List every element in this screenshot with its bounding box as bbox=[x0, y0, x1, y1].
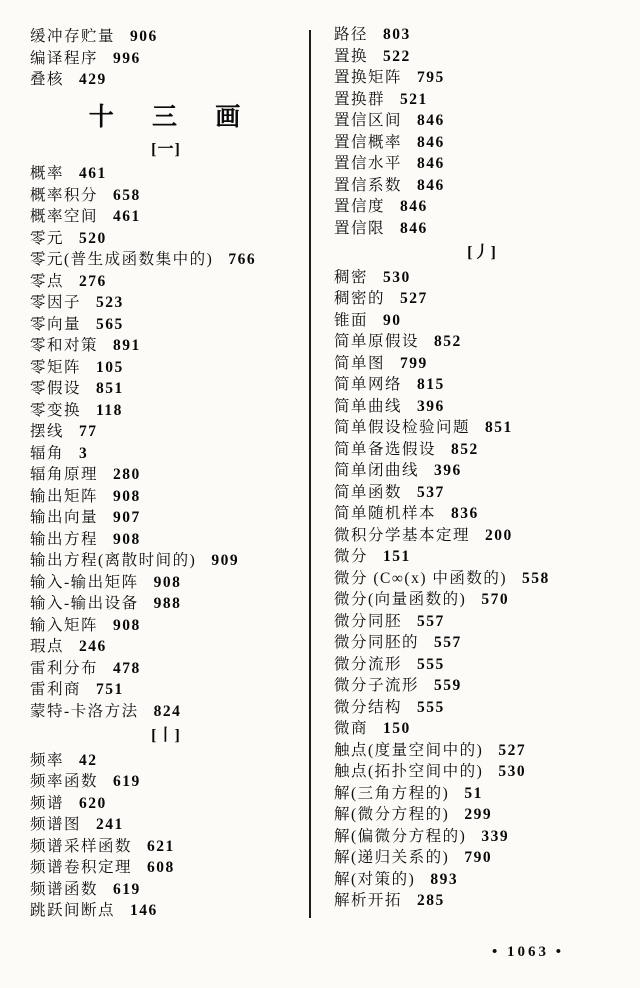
section-header: 十 三 画 bbox=[88, 103, 244, 131]
index-entry bbox=[30, 421, 302, 443]
entry-term: 频谱卷积定理 bbox=[30, 859, 133, 876]
entry-term: 频谱图 bbox=[30, 816, 82, 833]
entry-page-number: 790 bbox=[464, 849, 493, 866]
index-entry bbox=[30, 879, 302, 901]
index-entry bbox=[334, 67, 630, 89]
index-entry bbox=[30, 400, 302, 422]
entry-page-number: 77 bbox=[79, 423, 98, 440]
index-entry bbox=[334, 439, 630, 461]
index-entry bbox=[334, 632, 630, 654]
entry-page-number: 276 bbox=[79, 272, 107, 290]
entry-term: 雷利商 bbox=[30, 681, 82, 698]
entry-page-number: 339 bbox=[481, 827, 510, 845]
index-entry bbox=[334, 153, 630, 175]
entry-term: 微分结构 bbox=[334, 698, 403, 716]
index-entry bbox=[30, 163, 302, 185]
entry-term: 稠密的 bbox=[334, 290, 386, 307]
entry-term: 零元(普生成函数集中的) bbox=[30, 251, 214, 268]
index-entry bbox=[30, 26, 302, 48]
entry-page-number: 619 bbox=[113, 773, 141, 790]
entry-term: 输入矩阵 bbox=[30, 616, 99, 634]
entry-term: 解(三角方程的) bbox=[334, 784, 450, 802]
entry-term: 置信概率 bbox=[334, 133, 403, 151]
entry-page-number: 146 bbox=[130, 902, 158, 919]
index-entry bbox=[334, 525, 630, 547]
subsection-header: [丨] bbox=[151, 727, 181, 744]
entry-page-number: 893 bbox=[430, 870, 459, 888]
entry-term: 置信度 bbox=[334, 198, 386, 215]
entry-page-number: 795 bbox=[417, 69, 445, 86]
entry-term: 微分 bbox=[334, 548, 369, 565]
index-entry bbox=[334, 589, 630, 611]
entry-page-number: 461 bbox=[113, 208, 141, 225]
entry-page-number: 150 bbox=[383, 720, 411, 737]
index-entry bbox=[30, 615, 302, 637]
index-entry bbox=[334, 654, 630, 676]
entry-term: 解(递归关系的) bbox=[334, 849, 450, 866]
entry-term: 蒙特-卡洛方法 bbox=[30, 702, 139, 720]
entry-term: 频率函数 bbox=[30, 773, 99, 790]
entry-page-number: 836 bbox=[451, 505, 479, 522]
index-entry bbox=[30, 550, 302, 572]
subsection-header: [丿] bbox=[467, 244, 497, 261]
index-entry bbox=[334, 783, 630, 805]
entry-page-number: 846 bbox=[417, 133, 445, 151]
entry-term: 雷利分布 bbox=[30, 659, 99, 677]
index-entry bbox=[30, 701, 302, 723]
index-entry bbox=[334, 46, 630, 68]
index-entry bbox=[30, 814, 302, 836]
index-entry bbox=[334, 196, 630, 218]
entry-page-number: 522 bbox=[383, 47, 411, 65]
entry-page-number: 527 bbox=[400, 290, 428, 307]
index-entry bbox=[334, 24, 630, 46]
index-entry bbox=[334, 110, 630, 132]
index-entry bbox=[334, 482, 630, 504]
entry-term: 概率 bbox=[30, 165, 65, 182]
entry-page-number: 846 bbox=[417, 155, 445, 172]
entry-page-number: 530 bbox=[498, 763, 527, 780]
index-entry bbox=[30, 793, 302, 815]
index-entry bbox=[30, 48, 302, 70]
index-entry bbox=[334, 761, 630, 783]
entry-page-number: 906 bbox=[130, 28, 158, 45]
entry-term: 路径 bbox=[334, 26, 369, 43]
entry-term: 简单闭曲线 bbox=[334, 462, 420, 479]
subsection-header: [一] bbox=[151, 140, 181, 158]
index-entry bbox=[30, 593, 302, 615]
index-entry bbox=[334, 310, 630, 332]
entry-page-number: 908 bbox=[113, 487, 141, 505]
entry-term: 稠密 bbox=[334, 268, 369, 286]
entry-page-number: 803 bbox=[383, 26, 411, 43]
index-entry bbox=[30, 335, 302, 357]
entry-term: 输出方程 bbox=[30, 530, 99, 548]
index-entry bbox=[334, 132, 630, 154]
entry-term: 输入-输出矩阵 bbox=[30, 573, 139, 591]
index-entry bbox=[30, 271, 302, 293]
index-entry bbox=[30, 486, 302, 508]
entry-page-number: 3 bbox=[79, 444, 89, 462]
entry-page-number: 280 bbox=[113, 466, 141, 483]
entry-term: 置换矩阵 bbox=[334, 69, 403, 86]
index-entry bbox=[334, 568, 630, 590]
entry-term: 叠核 bbox=[30, 71, 65, 88]
entry-page-number: 851 bbox=[485, 419, 513, 436]
entry-term: 微商 bbox=[334, 720, 369, 737]
index-entry bbox=[334, 417, 630, 439]
entry-page-number: 658 bbox=[113, 186, 141, 204]
left-column bbox=[30, 26, 302, 922]
entry-page-number: 461 bbox=[79, 165, 107, 182]
entry-term: 输出方程(离散时间的) bbox=[30, 552, 197, 569]
index-entry bbox=[30, 507, 302, 529]
index-entry bbox=[334, 353, 630, 375]
entry-page-number: 619 bbox=[113, 880, 141, 898]
entry-page-number: 537 bbox=[417, 483, 445, 501]
entry-term: 概率积分 bbox=[30, 186, 99, 204]
entry-term: 置信系数 bbox=[334, 176, 403, 194]
entry-page-number: 608 bbox=[147, 859, 175, 876]
entry-page-number: 908 bbox=[113, 530, 141, 548]
entry-page-number: 824 bbox=[153, 702, 182, 720]
entry-page-number: 557 bbox=[417, 612, 445, 630]
entry-term: 置信水平 bbox=[334, 155, 403, 172]
entry-term: 输入-输出设备 bbox=[30, 595, 139, 612]
entry-term: 频谱 bbox=[30, 794, 65, 812]
entry-page-number: 241 bbox=[96, 816, 124, 833]
entry-page-number: 891 bbox=[113, 337, 141, 354]
entry-term: 解(微分方程的) bbox=[334, 806, 450, 823]
index-entry bbox=[334, 374, 630, 396]
index-entry bbox=[334, 847, 630, 869]
entry-page-number: 530 bbox=[383, 268, 411, 286]
entry-page-number: 908 bbox=[153, 573, 182, 591]
entry-term: 零假设 bbox=[30, 380, 82, 397]
entry-term: 微分 (C∞(x) 中函数的) bbox=[334, 569, 508, 587]
index-entry bbox=[30, 857, 302, 879]
entry-term: 零因子 bbox=[30, 294, 82, 311]
index-entry bbox=[334, 675, 630, 697]
entry-page-number: 90 bbox=[383, 311, 402, 329]
entry-term: 锥面 bbox=[334, 311, 369, 329]
entry-page-number: 105 bbox=[96, 358, 124, 376]
index-entry bbox=[334, 460, 630, 482]
entry-term: 输出矩阵 bbox=[30, 487, 99, 505]
entry-page-number: 621 bbox=[147, 837, 175, 855]
index-entry bbox=[30, 69, 302, 91]
entry-term: 零向量 bbox=[30, 315, 82, 333]
entry-page-number: 299 bbox=[464, 806, 493, 823]
entry-page-number: 396 bbox=[417, 397, 445, 415]
index-entry bbox=[30, 836, 302, 858]
index-entry bbox=[30, 378, 302, 400]
index-entry bbox=[30, 185, 302, 207]
entry-page-number: 478 bbox=[113, 659, 141, 677]
entry-term: 简单函数 bbox=[334, 483, 403, 501]
index-entry bbox=[30, 357, 302, 379]
entry-term: 解(偏微分方程的) bbox=[334, 827, 467, 845]
index-entry bbox=[334, 697, 630, 719]
index-entry bbox=[30, 750, 302, 772]
entry-term: 零和对策 bbox=[30, 337, 99, 354]
entry-page-number: 555 bbox=[417, 698, 445, 716]
entry-term: 微分(向量函数的) bbox=[334, 591, 467, 608]
page-number: • 1063 • bbox=[492, 944, 565, 960]
entry-page-number: 620 bbox=[79, 794, 107, 812]
entry-page-number: 909 bbox=[211, 552, 240, 569]
entry-term: 简单曲线 bbox=[334, 397, 403, 415]
entry-page-number: 285 bbox=[417, 892, 445, 909]
index-entry bbox=[30, 292, 302, 314]
entry-page-number: 51 bbox=[464, 784, 483, 802]
entry-page-number: 815 bbox=[417, 376, 445, 393]
entry-term: 编译程序 bbox=[30, 49, 99, 67]
index-entry bbox=[30, 572, 302, 594]
entry-page-number: 996 bbox=[113, 49, 141, 67]
entry-term: 简单原假设 bbox=[334, 333, 420, 350]
entry-term: 频谱函数 bbox=[30, 880, 99, 898]
entry-page-number: 520 bbox=[79, 229, 107, 247]
entry-page-number: 570 bbox=[481, 591, 510, 608]
entry-term: 置信限 bbox=[334, 219, 386, 237]
entry-term: 简单假设检验问题 bbox=[334, 419, 471, 436]
index-entry bbox=[334, 396, 630, 418]
index-entry bbox=[334, 503, 630, 525]
index-entry bbox=[334, 869, 630, 891]
entry-term: 输出向量 bbox=[30, 509, 99, 526]
entry-page-number: 523 bbox=[96, 294, 124, 311]
entry-term: 概率空间 bbox=[30, 208, 99, 225]
entry-page-number: 799 bbox=[400, 354, 428, 372]
entry-page-number: 851 bbox=[96, 380, 124, 397]
entry-term: 微分子流形 bbox=[334, 677, 420, 694]
right-column bbox=[334, 24, 630, 912]
entry-term: 零变换 bbox=[30, 401, 82, 419]
entry-term: 频率 bbox=[30, 751, 65, 769]
entry-term: 解析开拓 bbox=[334, 892, 403, 909]
entry-page-number: 846 bbox=[417, 176, 445, 194]
entry-term: 零元 bbox=[30, 229, 65, 247]
entry-term: 简单网络 bbox=[334, 376, 403, 393]
entry-term: 零矩阵 bbox=[30, 358, 82, 376]
entry-term: 触点(度量空间中的) bbox=[334, 741, 484, 759]
entry-page-number: 246 bbox=[79, 638, 107, 655]
entry-term: 置换 bbox=[334, 47, 369, 65]
index-entry bbox=[334, 611, 630, 633]
index-entry bbox=[334, 331, 630, 353]
entry-term: 触点(拓扑空间中的) bbox=[334, 763, 484, 780]
entry-page-number: 151 bbox=[383, 548, 411, 565]
entry-term: 解(对策的) bbox=[334, 870, 416, 888]
index-entry bbox=[334, 89, 630, 111]
entry-page-number: 751 bbox=[96, 681, 124, 698]
entry-page-number: 852 bbox=[451, 440, 479, 458]
entry-term: 摆线 bbox=[30, 423, 65, 440]
entry-page-number: 846 bbox=[400, 198, 428, 215]
entry-page-number: 559 bbox=[434, 677, 462, 694]
index-entry bbox=[334, 546, 630, 568]
index-entry bbox=[30, 464, 302, 486]
index-entry bbox=[334, 740, 630, 762]
index-entry bbox=[334, 288, 630, 310]
entry-page-number: 846 bbox=[400, 219, 428, 237]
entry-term: 辐角 bbox=[30, 444, 65, 462]
entry-page-number: 908 bbox=[113, 616, 141, 634]
entry-page-number: 565 bbox=[96, 315, 124, 333]
index-entry bbox=[30, 771, 302, 793]
index-entry bbox=[334, 804, 630, 826]
entry-page-number: 118 bbox=[96, 401, 123, 419]
index-entry bbox=[30, 636, 302, 658]
index-entry bbox=[30, 658, 302, 680]
index-entry bbox=[334, 218, 630, 240]
entry-page-number: 200 bbox=[485, 526, 513, 544]
entry-page-number: 42 bbox=[79, 751, 98, 769]
index-entry bbox=[334, 718, 630, 740]
entry-term: 缓冲存贮量 bbox=[30, 28, 116, 45]
index-entry bbox=[334, 267, 630, 289]
entry-term: 频谱采样函数 bbox=[30, 837, 133, 855]
index-entry bbox=[334, 175, 630, 197]
index-entry bbox=[334, 890, 630, 912]
entry-page-number: 558 bbox=[522, 569, 550, 587]
entry-term: 置信区间 bbox=[334, 112, 403, 129]
index-entry bbox=[30, 679, 302, 701]
index-entry bbox=[30, 314, 302, 336]
entry-page-number: 846 bbox=[417, 112, 445, 129]
entry-term: 微分同胚的 bbox=[334, 634, 420, 651]
entry-page-number: 988 bbox=[153, 595, 182, 612]
entry-term: 简单备选假设 bbox=[334, 440, 437, 458]
index-entry bbox=[30, 249, 302, 271]
entry-term: 简单随机样本 bbox=[334, 505, 437, 522]
entry-term: 微分流形 bbox=[334, 655, 403, 673]
index-entry bbox=[30, 228, 302, 250]
index-entry bbox=[30, 443, 302, 465]
entry-page-number: 907 bbox=[113, 509, 141, 526]
entry-term: 简单图 bbox=[334, 354, 386, 372]
entry-page-number: 557 bbox=[434, 634, 462, 651]
entry-page-number: 429 bbox=[79, 71, 107, 88]
entry-page-number: 396 bbox=[434, 462, 462, 479]
index-entry bbox=[30, 900, 302, 922]
entry-page-number: 521 bbox=[400, 90, 428, 108]
entry-term: 微分同胚 bbox=[334, 612, 403, 630]
entry-page-number: 527 bbox=[498, 741, 527, 759]
entry-term: 瑕点 bbox=[30, 638, 65, 655]
entry-term: 跳跃间断点 bbox=[30, 902, 116, 919]
entry-page-number: 555 bbox=[417, 655, 445, 673]
index-entry bbox=[30, 529, 302, 551]
entry-page-number: 852 bbox=[434, 333, 462, 350]
entry-page-number: 766 bbox=[228, 251, 257, 268]
entry-term: 零点 bbox=[30, 272, 65, 290]
index-entry bbox=[334, 826, 630, 848]
entry-term: 置换群 bbox=[334, 90, 386, 108]
entry-term: 微积分学基本定理 bbox=[334, 526, 471, 544]
entry-term: 辐角原理 bbox=[30, 466, 99, 483]
column-divider bbox=[309, 30, 311, 918]
index-entry bbox=[30, 206, 302, 228]
